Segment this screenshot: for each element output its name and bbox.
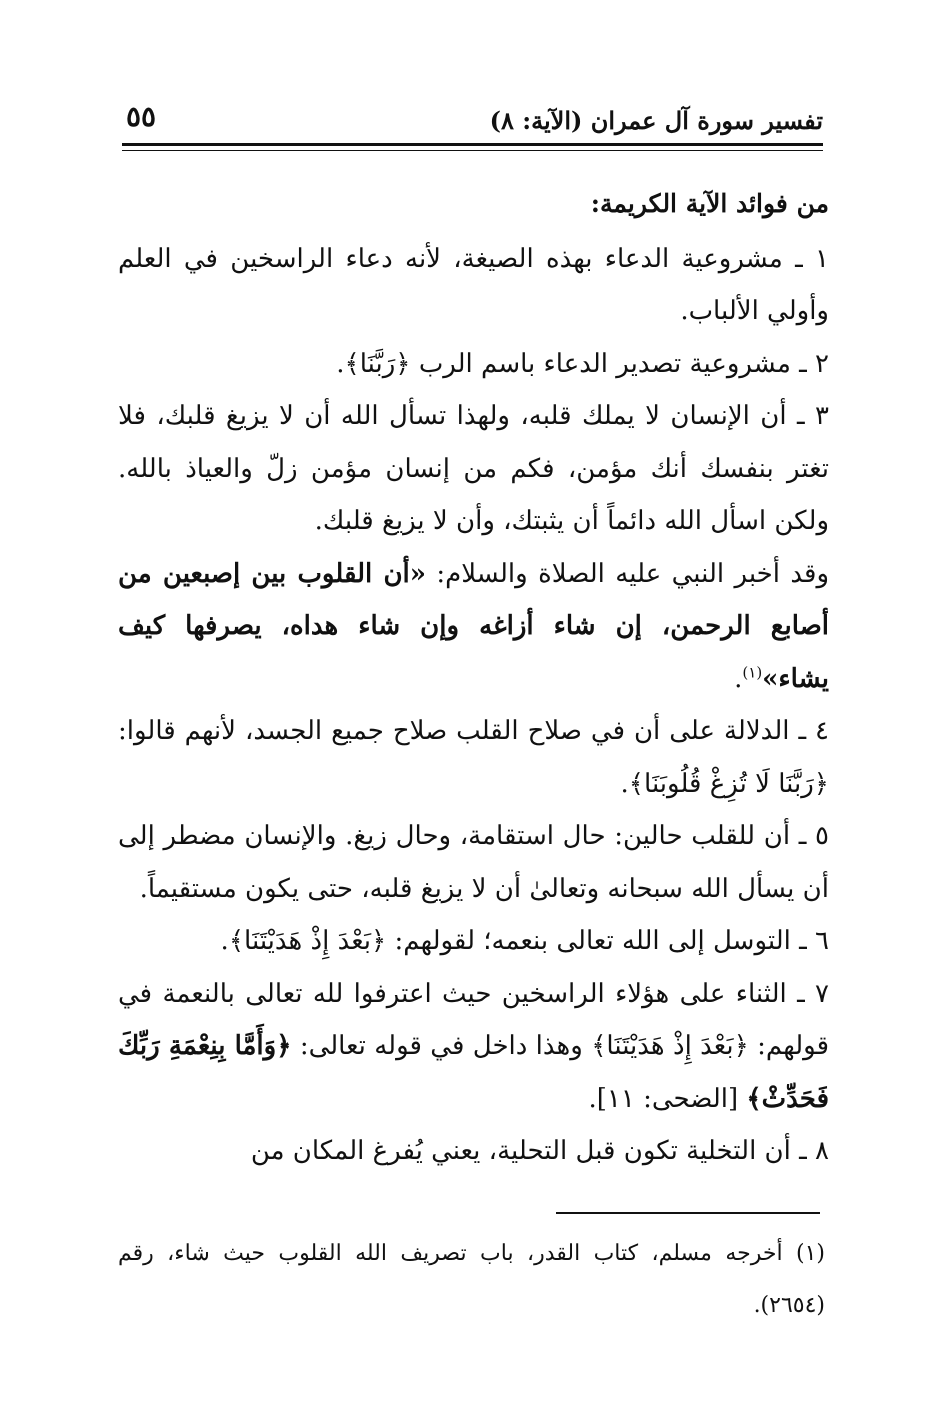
benefit-2 <box>118 338 829 391</box>
benefit-1: ١ ـ مشروعية الدعاء بهذه الصيغة، لأنه دعاء الراسخين في العلم وأولي الألباب. <box>118 243 829 326</box>
benefit-8: ٨ ـ أن التخلية تكون قبل التحلية، يعني يُفرغ المكان من <box>250 1136 829 1166</box>
benefit-3-hadith-paragraph <box>118 548 829 706</box>
header-rule-thin <box>122 150 823 151</box>
benefit-4-text: ٤ ـ الدلالة على أن في صلاح القلب صلاح جميع الجسد، لأنهم قالوا: <box>118 716 829 746</box>
benefit-7-mid: وهذا داخل في قوله تعالى: <box>299 1031 583 1061</box>
benefit-5: ٥ ـ أن للقلب حالين: حال استقامة، وحال زيغ. والإنسان مضطر إلى أن يسأل الله سبحانه وتعالىٰ أن لا يزيغ قلبه، حتى يكون مستقيماً. <box>118 821 829 904</box>
benefit-2-end: . <box>336 348 345 379</box>
quran-quote: ﴿وَأَمَّا بِنِعْمَةِ رَبِّكَ فَحَدِّثْ﴾ <box>118 1031 829 1114</box>
hadith-quote: «أن القلوب بين إصبعين من أصابع الرحمن، إن شاء أزاغه وإن شاء هداه، يصرفها كيف يشاء» <box>118 558 829 694</box>
benefit-4 <box>118 705 829 810</box>
benefit-6-text: ٦ ـ التوسل إلى الله تعالى بنعمه؛ لقولهم: <box>394 926 829 956</box>
benefit-6 <box>118 915 829 968</box>
benefit-3: ٣ ـ أن الإنسان لا يملك قلبه، ولهذا تسأل الله أن لا يزيغ قلبك، فلا تغتر بنفسك أنك مؤمن، فكم من إنسان مؤمن زلّ والعياذ بالله. ولكن اسأل الله دائماً أن يثبتك، وأن لا يزيغ قلبك. <box>118 401 829 536</box>
header-rule-thick <box>122 143 823 146</box>
footnote-separator <box>556 1212 820 1214</box>
benefit-7-text: ٧ ـ الثناء على هؤلاء الراسخين حيث اعترفوا لله تعالى بالنعمة في قولهم: <box>118 978 830 1061</box>
quran-quote: ﴿بَعْدَ إِذْ هَدَيْتَنَا﴾ <box>228 926 387 956</box>
footnote-marker: (١) <box>742 662 763 681</box>
hadith-end: . <box>734 663 743 694</box>
benefit-6-end: . <box>220 926 229 956</box>
page-number: ٥٥ <box>126 100 157 133</box>
quran-quote: ﴿بَعْدَ إِذْ هَدَيْتَنَا﴾ <box>591 1031 749 1061</box>
running-title: تفسير سورة آل عمران (الآية: ٨) <box>489 106 823 135</box>
section-heading: من فوائد الآية الكريمة: <box>590 189 829 218</box>
benefit-4-end: . <box>620 768 629 799</box>
quran-reference: [الضحى: ١١]. <box>588 1083 739 1114</box>
page-header <box>122 100 823 140</box>
benefit-7 <box>118 968 829 1126</box>
main-text <box>118 178 829 1178</box>
benefit-2-text: ٢ ـ مشروعية تصدير الدعاء باسم الرب <box>418 348 829 379</box>
quran-quote: ﴿رَبَّنَا لَا تُزِغْ قُلُوبَنَا﴾ <box>628 768 829 799</box>
footnote: (١) أخرجه مسلم، كتاب القدر، باب تصريف الله القلوب حيث شاء، رقم (٢٦٥٤). <box>118 1241 825 1318</box>
quran-quote: ﴿رَبَّنَا﴾ <box>344 348 411 379</box>
hadith-intro: وقد أخبر النبي عليه الصلاة والسلام: <box>436 558 830 589</box>
